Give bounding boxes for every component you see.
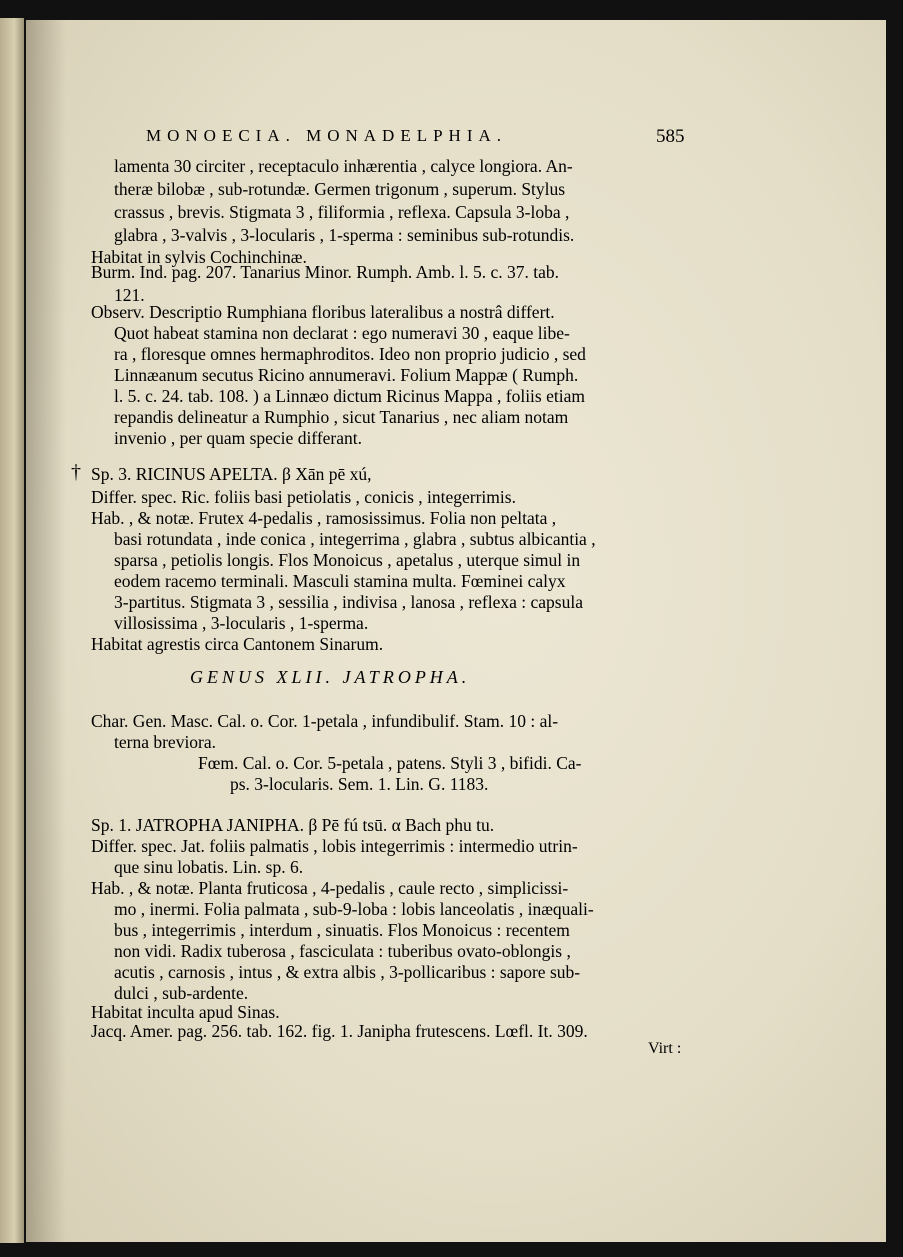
text-line: repandis delineatur a Rumphio , sicut Tanarius , nec aliam notam [114, 407, 569, 427]
text-line: villosissima , 3-locularis , 1-sperma. [114, 613, 369, 633]
text-line: 121. [114, 285, 145, 305]
text-line: Fœm. Cal. o. Cor. 5-petala , patens. Styli 3 , bifidi. Ca- [198, 753, 582, 773]
text-line: sparsa , petiolis longis. Flos Monoicus , apetalus , uterque simul in [114, 550, 581, 570]
text-line: invenio , per quam specie differant. [114, 428, 362, 448]
text-line: Quot habeat stamina non declarat : ego numeravi 30 , eaque libe- [114, 323, 570, 343]
species-heading: Sp. 3. RICINUS APELTA. β Xān pē xú, [91, 464, 372, 484]
text-line: eodem racemo terminali. Masculi stamina multa. Fœminei calyx [114, 571, 566, 591]
text-line: Observ. Descriptio Rumphiana floribus lateralibus a nostrâ differt. [91, 302, 555, 322]
text-line: Habitat agrestis circa Cantonem Sinarum. [91, 634, 384, 654]
species-heading: Sp. 1. JATROPHA JANIPHA. β Pē fú tsū. α Bach phu tu. [91, 815, 495, 835]
text-line: Habitat inculta apud Sinas. [91, 1002, 280, 1022]
text-line: terna breviora. [114, 732, 217, 752]
catchword: Virt : [648, 1040, 682, 1057]
text-line: Char. Gen. Masc. Cal. o. Cor. 1-petala , infundibulif. Stam. 10 : al- [91, 711, 559, 731]
text-line: acutis , carnosis , intus , & extra albis , 3-pollicaribus : sapore sub- [114, 962, 581, 982]
text-line: bus , integerrimis , interdum , sinuatis. Flos Monoicus : recentem [114, 920, 570, 940]
text-line: crassus , brevis. Stigmata 3 , filiformia , reflexa. Capsula 3-loba , [114, 202, 570, 222]
text-line: basi rotundata , inde conica , integerrima , glabra , subtus albicantia , [114, 529, 596, 549]
text-line: Hab. , & notæ. Frutex 4-pedalis , ramosissimus. Folia non peltata , [91, 508, 557, 528]
text-line: Jacq. Amer. pag. 256. tab. 162. fig. 1. Janipha frutescens. Lœfl. It. 309. [91, 1021, 588, 1041]
text-line: Differ. spec. Ric. foliis basi petiolatis , conicis , integerrimis. [91, 487, 516, 507]
running-title: MONOECIA. MONADELPHIA. [146, 126, 508, 145]
text-line: ps. 3-locularis. Sem. 1. Lin. G. 1183. [230, 774, 489, 794]
text-line: lamenta 30 circiter , receptaculo inhærentia , calyce longiora. An- [114, 156, 573, 176]
text-line: Burm. Ind. pag. 207. Tanarius Minor. Rumph. Amb. l. 5. c. 37. tab. [91, 262, 560, 282]
text-line: theræ bilobæ , sub-rotundæ. Germen trigonum , superum. Stylus [114, 179, 566, 199]
text-line: Linnæanum secutus Ricino annumeravi. Folium Mappæ ( Rumph. [114, 365, 579, 385]
text-line: mo , inermi. Folia palmata , sub-9-loba : lobis lanceolatis , inæquali- [114, 899, 594, 919]
text-line: Habitat in sylvis Cochinchinæ. [91, 247, 307, 267]
margin-dagger-mark: † [71, 461, 81, 483]
text-line: glabra , 3-valvis , 3-locularis , 1-sperma : seminibus sub-rotundis. [114, 225, 575, 245]
text-line: non vidi. Radix tuberosa , fasciculata : tuberibus ovato-oblongis , [114, 941, 571, 961]
text-line: dulci , sub-ardente. [114, 983, 249, 1003]
left-page-edge [0, 18, 24, 1243]
text-line: que sinu lobatis. Lin. sp. 6. [114, 857, 304, 877]
text-line: Hab. , & notæ. Planta fruticosa , 4-pedalis , caule recto , simplicissi- [91, 878, 569, 898]
text-line: Differ. spec. Jat. foliis palmatis , lobis integerrimis : intermedio utrin- [91, 836, 578, 856]
page-number: 585 [656, 126, 685, 147]
text-line: l. 5. c. 24. tab. 108. ) a Linnæo dictum Ricinus Mappa , foliis etiam [114, 386, 585, 406]
genus-title: GENUS XLII. JATROPHA. [190, 667, 471, 687]
text-line: 3-partitus. Stigmata 3 , sessilia , indivisa , lanosa , reflexa : capsula [114, 592, 583, 612]
text-line: ra , floresque omnes hermaphroditos. Ideo non proprio judicio , sed [114, 344, 586, 364]
